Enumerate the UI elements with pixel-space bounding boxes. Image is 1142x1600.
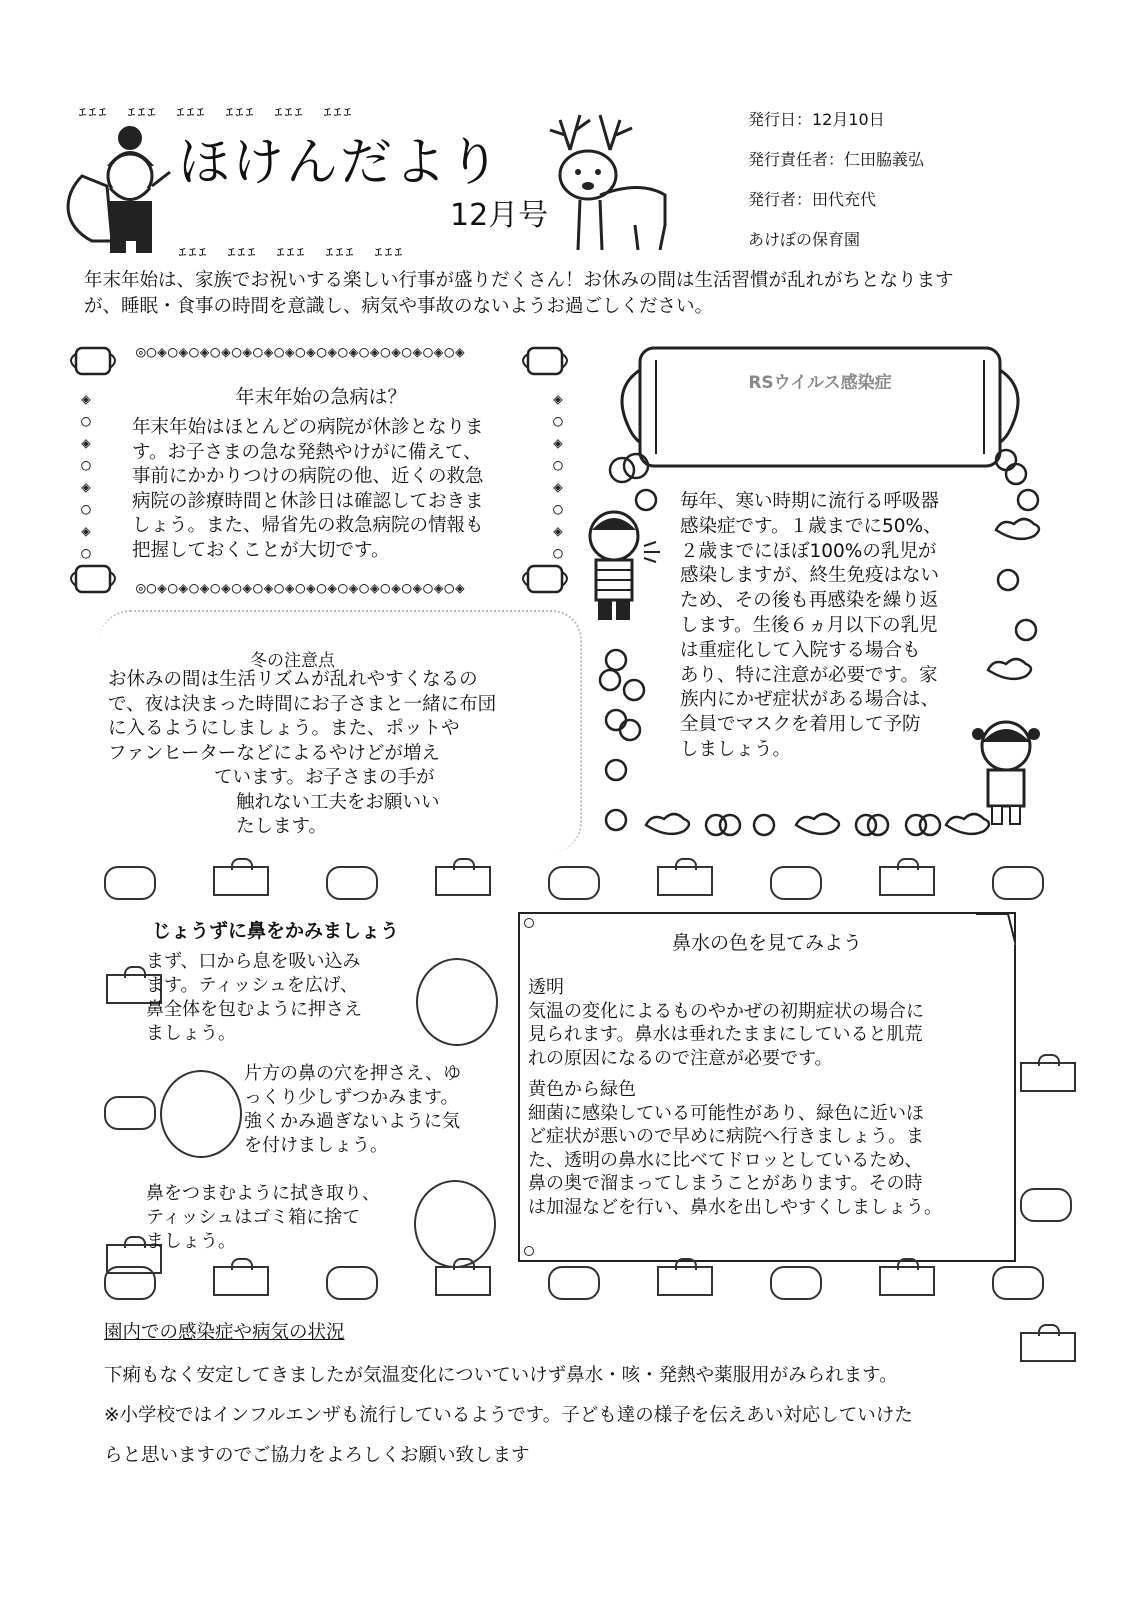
text-line: ファンヒーターなどによるやけどが増え [108,742,440,764]
tissue-box-icon [213,1266,269,1296]
intro-paragraph [84,268,1084,320]
text-line: らと思いますのでご協力をよろしくお願い致します [104,1445,530,1466]
status-body [104,1356,1064,1476]
text-line: 下痢もなく安定してきましたが気温変化についていけず鼻水・咳・発熱や薬服用がみられます。 [104,1365,898,1386]
tissue-box-icon [1020,1062,1076,1092]
sick-box-title: 年末年始の急病は？ [235,386,407,408]
pig-icon [770,866,822,900]
chain-border-right: ◈ ○ ◈ ○ ◈ ○ ◈ ○ [553,389,563,562]
text-line: ため、その後も再感染を繰り返 [680,590,939,612]
coughing-boy-illustration [584,506,674,626]
pig-icon [548,1266,600,1300]
intro-line: が、睡眠・食事の時間を意識し、病気や事故のないようお過ごしください。 [84,296,714,317]
text-line: 強くかみ過ぎないように気 [244,1111,460,1132]
winter-box [100,610,582,852]
text-line: 触れない工夫をお願いい [236,791,440,813]
text-line: たします。 [236,816,328,837]
pig-icon [104,866,156,900]
pig-icon [770,1266,822,1300]
text-line: っくり少しずつかみます。 [244,1087,459,1108]
text-line: 把握しておくことが大切です。 [132,539,390,561]
text-line: 年末年始はほとんどの病院が休診となりま [132,417,484,438]
text-line: ましょう。 [146,1023,236,1044]
text-line: 見られます。鼻水は垂れたままにしていると肌荒 [528,1024,923,1045]
issue-org: あけぼの保育園 [748,230,861,249]
mask-icon [66,556,126,602]
tissue-box-icon [879,1266,935,1296]
mucus-color-note [518,912,1016,1262]
mucus-body [528,976,1012,1219]
pin-icon [524,1246,534,1256]
text-line: 病院の診療時間と休診日は確認しておきま [132,490,484,512]
tissue-box-icon [435,1266,491,1296]
text-line: 鼻をつまむように拭き取り、 [146,1183,380,1204]
text-line: 片方の鼻の穴を押さえ、ゆ [244,1063,462,1084]
text-line: まず、口から息を吸い込み [146,951,361,972]
tissue-box-icon [879,866,935,896]
text-line: 鼻の奥で溜まってしまうことがあります。その時 [528,1173,923,1194]
chain-border-top: ◎○◈○◈○◈○◈○◈○◈○◈○◈○◈○◈○◈○◈○◈○◈○◈ [136,342,466,361]
issue-date: 発行日：12月10日 [748,110,885,129]
yellow-heading: 黄色から緑色 [528,1079,636,1100]
pig-icon [326,1266,378,1300]
text-line: は加湿などを行い、鼻水を出しやすくしましょう。 [528,1196,942,1218]
clear-heading: 透明 [528,977,564,998]
text-line: ています。お子さまの手が [214,767,435,788]
rs-body [680,490,990,763]
sick-box-body [132,416,552,563]
issue-publisher: 発行者：田代充代 [748,190,877,209]
text-line: 鼻全体を包むように押さえ [146,999,362,1020]
issue-label: 12月号 [450,198,549,233]
nose-step-1 [146,950,362,1046]
text-line: 気温の変化によるものやかぜの初期症状の場合に [528,1000,924,1022]
sneezing-girl-illustration [966,712,1046,828]
nose-step-3 [146,1182,380,1254]
text-line: を付けましょう。 [244,1135,388,1156]
mask-icon [518,338,578,384]
pig-tissue-row [104,1266,1044,1300]
santa-illustration [52,116,180,256]
intro-line: 年末年始は、家族でお祝いする楽しい行事が盛りだくさん！お休みの間は生活習慣が乱れがちとなります [84,270,954,291]
text-line: 全員でマスクを着用して予防 [680,714,921,736]
decorative-wave-top: ｪｪｪ ｪｪｪ ｪｪｪ ｪｪｪ ｪｪｪ ｪｪｪ [78,100,353,121]
winter-box-body [108,668,578,840]
child-blowing-nose-illustration [160,1070,242,1158]
tissue-box-icon [657,866,713,896]
text-line: ２歳までにほぼ100%の乳児が [680,540,937,562]
text-line: ましょう。 [146,1231,236,1252]
text-line: ど症状が悪いので早めに病院へ行きましょう。ま [528,1126,924,1147]
text-line: ます。ティッシュを広げ、 [146,975,359,996]
text-line: す。お子さまの急な発熱やけがに備えて、 [132,441,482,463]
text-line: ティッシュはゴミ箱に捨て [146,1207,361,1228]
text-line: 事前にかかりつけの病院の他、近くの救急 [132,466,484,487]
text-line: た、透明の鼻水に比べてドロッとしているため、 [528,1149,923,1171]
text-line: あり、特に注意が必要です。家 [680,664,938,686]
status-heading: 園内での感染症や病気の状況 [104,1322,345,1343]
rs-title: RSウイルス感染症 [748,373,892,393]
child-blowing-nose-illustration [416,958,498,1046]
sick-box [66,338,576,602]
issue-metadata [748,100,924,260]
decorative-wave-bottom: ｪｪｪ ｪｪｪ ｪｪｪ ｪｪｪ ｪｪｪ [178,240,404,261]
winter-box-title: 冬の注意点 [250,651,335,671]
mask-icon [66,338,126,384]
pig-icon [992,1266,1044,1300]
text-line: ※小学校ではインフルエンザも流行しているようです。子ども達の様子を伝えあい対応していけた [104,1405,913,1426]
text-line: しましょう。 [680,738,792,760]
pig-icon [104,1266,156,1300]
text-line: 感染しますが、終生免疫はない [680,565,940,587]
pig-icon [992,866,1044,900]
chain-border-left: ◈ ○ ◈ ○ ◈ ○ ◈ ○ [81,389,91,562]
issue-responsible: 発行責任者：仁田脇義弘 [748,150,925,169]
text-line: は重症化して入院する場合も [680,639,921,661]
tissue-box-icon [657,1266,713,1296]
text-line: 族内にかぜ症状がある場合は、 [680,689,940,711]
page-title: ほけんだより [178,133,503,193]
chain-border-bottom: ◎○◈○◈○◈○◈○◈○◈○◈○◈○◈○◈○◈○◈○◈○◈○◈ [136,578,466,597]
text-line: に入るようにしましょう。また、ポットや [108,718,460,739]
text-line: 毎年、寒い時期に流行る呼吸器 [680,491,940,512]
pig-icon [1020,1188,1072,1222]
pig-icon [104,1096,156,1130]
text-line: で、夜は決まった時間にお子さまと一緒に布団 [108,693,497,715]
reindeer-illustration [540,100,680,260]
text-line: します。生後６ヵ月以下の乳児 [680,614,938,636]
pig-tissue-row [104,866,1044,900]
child-blowing-nose-illustration [414,1180,496,1268]
text-line: 感染症です。１歳までに50%、 [680,515,942,537]
pin-icon [524,918,534,928]
pig-icon [326,866,378,900]
mucus-title: 鼻水の色を見てみよう [671,932,862,954]
text-line: れの原因になるので注意が必要です。 [528,1047,833,1069]
nose-blow-title: じょうずに鼻をかみましょう [152,920,400,942]
tissue-box-icon [213,866,269,896]
nose-step-2 [244,1062,461,1158]
pig-icon [548,866,600,900]
text-line: 細菌に感染している可能性があり、緑色に近いほ [528,1102,924,1124]
text-line: しょう。また、帰省先の救急病院の情報も [132,515,484,536]
tissue-box-icon [435,866,491,896]
text-line: お休みの間は生活リズムが乱れやすくなるの [108,669,478,690]
